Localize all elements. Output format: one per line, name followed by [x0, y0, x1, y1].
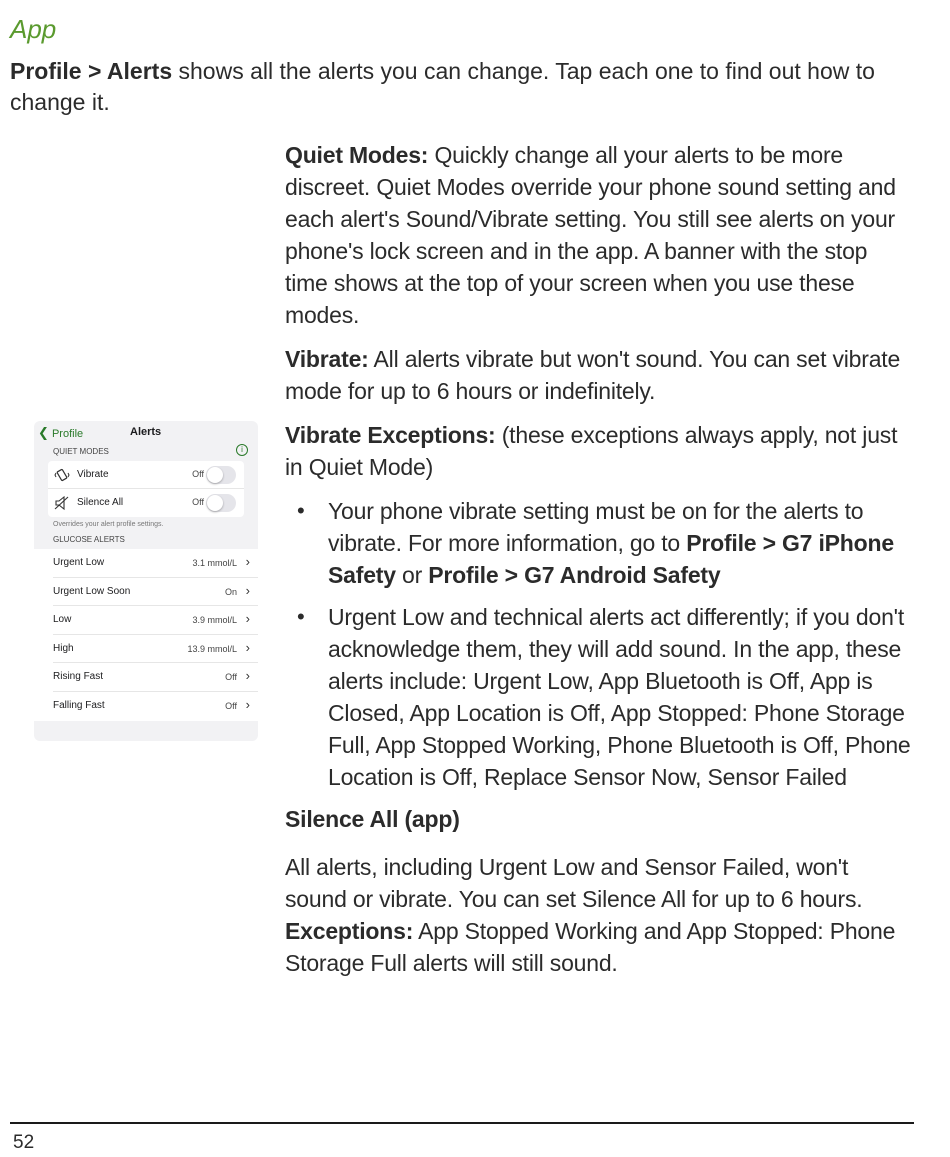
bullet-icon: •: [297, 498, 305, 523]
chevron-right-icon: ›: [245, 554, 250, 569]
quiet-row-label: Silence All: [77, 497, 124, 508]
quiet-modes-header-label: QUIET MODES: [53, 447, 109, 456]
phone-nav-bar: [34, 421, 258, 443]
glucose-row-falling-fast[interactable]: [53, 692, 258, 721]
quiet-modes-note: Overrides your alert profile settings.: [53, 521, 164, 528]
glucose-alerts-header-label: GLUCOSE ALERTS: [53, 535, 125, 544]
back-label: Profile: [51, 428, 84, 440]
list-item: [285, 601, 915, 793]
silence-all-heading: Silence All (app): [285, 806, 460, 832]
bullet1-text-a: Your phone vibrate setting must be on for the alerts to vibrate. For more information, go to: [328, 498, 864, 556]
quiet-modes-text: Quickly change all your alerts to be more discreet. Quiet Modes override your phone sound setting and each alert's Sound/Vibrate setting. You still see alerts on your phone's lock screen and in the app. A banner with the stop time shows at the top of your screen when you use these modes.: [285, 142, 896, 328]
chevron-right-icon: ›: [245, 582, 250, 598]
bullet1-text-b: or: [395, 562, 429, 588]
glucose-row-value: Off: [225, 672, 237, 683]
bullet2-text: Urgent Low and technical alerts act differently; if you don't acknowledge them, they will add sound. In the app, these alerts include: Urgent Low, App Bluetooth is Off, App is Closed, App Location is Off, App Stopped: Phone Storage Full, App Stopped Working, Phone Bluetooth is Off, Phone Location is Off, Replace Sensor Now, Sensor Failed: [328, 604, 911, 790]
glucose-row-value: 3.9 mmol/L: [192, 615, 237, 626]
glucose-row-value: On: [224, 586, 237, 597]
quiet-modes-card: [48, 461, 244, 517]
chevron-right-icon: ›: [245, 639, 250, 655]
glucose-row-low[interactable]: [53, 606, 258, 635]
silence-all-toggle[interactable]: [206, 494, 236, 512]
chevron-right-icon: ›: [245, 696, 250, 712]
quiet-row-value: Off: [192, 469, 204, 479]
info-icon[interactable]: i: [236, 444, 248, 456]
quiet-modes-header: [34, 443, 258, 461]
vibrate-exceptions-paragraph: [285, 419, 915, 483]
glucose-row-label: Low: [53, 614, 72, 626]
quiet-modes-paragraph: [285, 139, 915, 331]
exceptions-list: [285, 495, 915, 793]
intro-bold: Profile > Alerts: [10, 58, 173, 84]
list-item: [285, 495, 915, 591]
silence-all-paragraph: [285, 851, 915, 979]
bullet-icon: •: [297, 604, 305, 629]
quiet-row-vibrate[interactable]: [48, 461, 244, 489]
intro-paragraph: [10, 56, 930, 118]
glucose-row-rising-fast[interactable]: [53, 663, 258, 692]
vibrate-text: All alerts vibrate but won't sound. You can set vibrate mode for up to 6 hours or indefinitely.: [285, 346, 901, 404]
content-column: [285, 139, 915, 991]
chevron-left-icon: ❮: [38, 425, 49, 440]
page-number: 52: [13, 1132, 35, 1153]
glucose-row-high[interactable]: [53, 635, 258, 664]
quiet-modes-label: Quiet Modes:: [285, 142, 429, 168]
glucose-row-value: 3.1 mmol/L: [192, 558, 237, 568]
vibrate-icon: [54, 467, 70, 485]
vibrate-exceptions-label: Vibrate Exceptions:: [285, 422, 496, 448]
back-button[interactable]: [38, 425, 83, 441]
intro-text: shows all the alerts you can change. Tap each one to find out how to change it.: [10, 58, 875, 115]
quiet-row-silence-all[interactable]: [48, 489, 244, 517]
footer-rule: [10, 1122, 914, 1124]
glucose-row-urgent-low-soon[interactable]: [53, 578, 258, 607]
bullet1-link2: Profile > G7 Android Safety: [428, 562, 721, 588]
vibrate-paragraph: [285, 343, 915, 407]
phone-screenshot: [34, 421, 258, 741]
glucose-row-value: 13.9 mmol/L: [187, 643, 237, 654]
muted-speaker-icon: [54, 495, 70, 513]
quiet-row-value: Off: [192, 497, 204, 507]
glucose-row-label: Urgent Low Soon: [53, 585, 131, 597]
chevron-right-icon: ›: [245, 668, 250, 684]
glucose-row-urgent-low[interactable]: [53, 549, 258, 578]
glucose-alerts-list: [34, 549, 258, 721]
bullet1-link1: Profile > G7 iPhone Safety: [328, 530, 894, 588]
quiet-row-label: Vibrate: [77, 469, 109, 480]
glucose-row-value: Off: [225, 700, 237, 711]
glucose-row-label: Falling Fast: [53, 699, 105, 711]
vibrate-label: Vibrate:: [285, 346, 369, 372]
glucose-alerts-header: [34, 531, 258, 549]
silence-all-text: All alerts, including Urgent Low and Sensor Failed, won't sound or vibrate. You can set Silence All for up to 6 hours.: [285, 854, 863, 912]
vibrate-exceptions-text: (these exceptions always apply, not just in Quiet Mode): [285, 422, 898, 480]
phone-title: Alerts: [130, 426, 162, 438]
glucose-row-label: Rising Fast: [53, 671, 104, 683]
silence-exceptions-text: App Stopped Working and App Stopped: Phone Storage Full alerts will still sound.: [285, 918, 896, 976]
vibrate-toggle[interactable]: [206, 466, 236, 484]
section-label: App: [10, 14, 57, 44]
chevron-right-icon: ›: [245, 611, 250, 627]
glucose-row-label: Urgent Low: [53, 557, 105, 568]
glucose-row-label: High: [53, 642, 74, 654]
silence-exceptions-label: Exceptions:: [285, 918, 414, 944]
